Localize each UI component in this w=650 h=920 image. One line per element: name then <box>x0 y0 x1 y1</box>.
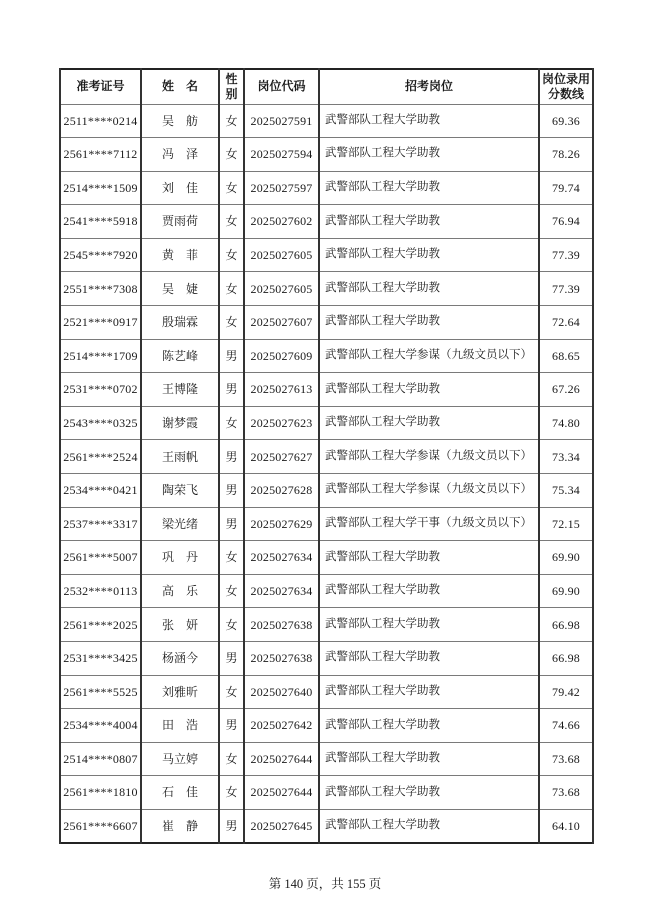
cell-position-code: 2025027602 <box>244 205 319 239</box>
header-admission-no: 准考证号 <box>60 69 141 104</box>
cell-position: 武警部队工程大学助教 <box>319 272 539 306</box>
cell-score: 73.68 <box>539 742 593 776</box>
cell-position-code: 2025027638 <box>244 642 319 676</box>
table-body <box>60 104 593 843</box>
table-row <box>60 541 593 575</box>
cell-admission-no: 2521****0917 <box>60 306 141 340</box>
cell-position-code: 2025027609 <box>244 339 319 373</box>
cell-gender: 女 <box>219 574 244 608</box>
cell-score: 78.26 <box>539 138 593 172</box>
cell-gender: 女 <box>219 776 244 810</box>
cell-position: 武警部队工程大学干事（九级文员以下） <box>319 507 539 541</box>
cell-position: 武警部队工程大学助教 <box>319 171 539 205</box>
table-row <box>60 809 593 843</box>
cell-position: 武警部队工程大学助教 <box>319 306 539 340</box>
cell-score: 72.15 <box>539 507 593 541</box>
cell-position-code: 2025027644 <box>244 742 319 776</box>
cell-score: 75.34 <box>539 474 593 508</box>
cell-position-code: 2025027640 <box>244 675 319 709</box>
table-row <box>60 642 593 676</box>
cell-name: 崔 静 <box>141 809 219 843</box>
cell-position-code: 2025027605 <box>244 272 319 306</box>
score-table <box>59 68 594 844</box>
cell-gender: 男 <box>219 474 244 508</box>
cell-gender: 男 <box>219 440 244 474</box>
cell-gender: 男 <box>219 507 244 541</box>
cell-position: 武警部队工程大学助教 <box>319 574 539 608</box>
cell-name: 石 佳 <box>141 776 219 810</box>
cell-name: 王博隆 <box>141 373 219 407</box>
cell-name: 谢梦霞 <box>141 406 219 440</box>
cell-position: 武警部队工程大学助教 <box>319 675 539 709</box>
cell-admission-no: 2532****0113 <box>60 574 141 608</box>
cell-admission-no: 2551****7308 <box>60 272 141 306</box>
cell-admission-no: 2561****6607 <box>60 809 141 843</box>
cell-score: 72.64 <box>539 306 593 340</box>
table-row <box>60 138 593 172</box>
cell-score: 73.34 <box>539 440 593 474</box>
table-row <box>60 238 593 272</box>
cell-gender: 男 <box>219 373 244 407</box>
cell-name: 梁光绪 <box>141 507 219 541</box>
cell-admission-no: 2543****0325 <box>60 406 141 440</box>
table-row <box>60 205 593 239</box>
cell-position: 武警部队工程大学助教 <box>319 205 539 239</box>
cell-score: 74.66 <box>539 709 593 743</box>
cell-admission-no: 2514****1509 <box>60 171 141 205</box>
cell-position-code: 2025027623 <box>244 406 319 440</box>
cell-name: 吴 舫 <box>141 104 219 138</box>
cell-position-code: 2025027638 <box>244 608 319 642</box>
cell-position: 武警部队工程大学助教 <box>319 709 539 743</box>
cell-score: 69.90 <box>539 574 593 608</box>
cell-position-code: 2025027607 <box>244 306 319 340</box>
header-position-code: 岗位代码 <box>244 69 319 104</box>
cell-position-code: 2025027628 <box>244 474 319 508</box>
cell-name: 贾雨荷 <box>141 205 219 239</box>
cell-admission-no: 2561****1810 <box>60 776 141 810</box>
cell-gender: 女 <box>219 171 244 205</box>
cell-position: 武警部队工程大学助教 <box>319 238 539 272</box>
table-row <box>60 272 593 306</box>
cell-position: 武警部队工程大学助教 <box>319 541 539 575</box>
cell-score: 66.98 <box>539 608 593 642</box>
cell-admission-no: 2561****5525 <box>60 675 141 709</box>
cell-position-code: 2025027605 <box>244 238 319 272</box>
cell-position-code: 2025027629 <box>244 507 319 541</box>
cell-position: 武警部队工程大学助教 <box>319 406 539 440</box>
table-row <box>60 574 593 608</box>
cell-admission-no: 2531****0702 <box>60 373 141 407</box>
cell-score: 79.74 <box>539 171 593 205</box>
cell-name: 陈艺峰 <box>141 339 219 373</box>
cell-score: 79.42 <box>539 675 593 709</box>
cell-gender: 男 <box>219 709 244 743</box>
cell-score: 69.36 <box>539 104 593 138</box>
table-row <box>60 373 593 407</box>
cell-position: 武警部队工程大学助教 <box>319 608 539 642</box>
cell-admission-no: 2514****1709 <box>60 339 141 373</box>
cell-position-code: 2025027642 <box>244 709 319 743</box>
header-gender: 性别 <box>219 69 244 104</box>
cell-gender: 男 <box>219 809 244 843</box>
cell-name: 高 乐 <box>141 574 219 608</box>
table-row <box>60 306 593 340</box>
cell-admission-no: 2511****0214 <box>60 104 141 138</box>
table-row <box>60 171 593 205</box>
table-row <box>60 675 593 709</box>
cell-position-code: 2025027644 <box>244 776 319 810</box>
cell-score: 73.68 <box>539 776 593 810</box>
cell-gender: 男 <box>219 642 244 676</box>
cell-name: 刘雅昕 <box>141 675 219 709</box>
table-row <box>60 507 593 541</box>
cell-name: 黄 菲 <box>141 238 219 272</box>
cell-admission-no: 2561****2524 <box>60 440 141 474</box>
cell-gender: 女 <box>219 742 244 776</box>
header-position: 招考岗位 <box>319 69 539 104</box>
cell-position: 武警部队工程大学助教 <box>319 642 539 676</box>
cell-position: 武警部队工程大学助教 <box>319 776 539 810</box>
cell-position-code: 2025027594 <box>244 138 319 172</box>
cell-admission-no: 2545****7920 <box>60 238 141 272</box>
cell-position: 武警部队工程大学助教 <box>319 138 539 172</box>
header-name: 姓 名 <box>141 69 219 104</box>
cell-gender: 女 <box>219 238 244 272</box>
cell-name: 殷瑞霖 <box>141 306 219 340</box>
cell-position-code: 2025027591 <box>244 104 319 138</box>
cell-position-code: 2025027613 <box>244 373 319 407</box>
cell-name: 王雨帆 <box>141 440 219 474</box>
table-row <box>60 608 593 642</box>
cell-name: 巩 丹 <box>141 541 219 575</box>
cell-position: 武警部队工程大学参谋（九级文员以下） <box>319 474 539 508</box>
table-row <box>60 742 593 776</box>
table-row <box>60 406 593 440</box>
cell-gender: 女 <box>219 675 244 709</box>
cell-name: 田 浩 <box>141 709 219 743</box>
table-row <box>60 776 593 810</box>
cell-admission-no: 2541****5918 <box>60 205 141 239</box>
cell-admission-no: 2514****0807 <box>60 742 141 776</box>
cell-admission-no: 2534****0421 <box>60 474 141 508</box>
page-number: 第 140 页，共 155 页 <box>268 877 382 891</box>
cell-gender: 女 <box>219 608 244 642</box>
cell-score: 76.94 <box>539 205 593 239</box>
cell-gender: 女 <box>219 205 244 239</box>
table-row <box>60 339 593 373</box>
cell-position: 武警部队工程大学助教 <box>319 104 539 138</box>
table-row <box>60 104 593 138</box>
cell-score: 64.10 <box>539 809 593 843</box>
cell-position: 武警部队工程大学助教 <box>319 742 539 776</box>
cell-gender: 女 <box>219 406 244 440</box>
table-row <box>60 709 593 743</box>
cell-position: 武警部队工程大学助教 <box>319 373 539 407</box>
cell-score: 68.65 <box>539 339 593 373</box>
cell-position: 武警部队工程大学参谋（九级文员以下） <box>319 339 539 373</box>
cell-admission-no: 2534****4004 <box>60 709 141 743</box>
cell-score: 66.98 <box>539 642 593 676</box>
cell-admission-no: 2531****3425 <box>60 642 141 676</box>
cell-gender: 女 <box>219 541 244 575</box>
cell-name: 冯 泽 <box>141 138 219 172</box>
cell-gender: 女 <box>219 272 244 306</box>
cell-name: 马立婷 <box>141 742 219 776</box>
cell-admission-no: 2561****7112 <box>60 138 141 172</box>
cell-position-code: 2025027634 <box>244 574 319 608</box>
cell-score: 67.26 <box>539 373 593 407</box>
cell-name: 张 妍 <box>141 608 219 642</box>
table-row <box>60 474 593 508</box>
cell-position: 武警部队工程大学参谋（九级文员以下） <box>319 440 539 474</box>
cell-admission-no: 2561****2025 <box>60 608 141 642</box>
cell-admission-no: 2561****5007 <box>60 541 141 575</box>
cell-gender: 男 <box>219 339 244 373</box>
cell-position-code: 2025027597 <box>244 171 319 205</box>
cell-position: 武警部队工程大学助教 <box>319 809 539 843</box>
header-score-line: 岗位录用分数线 <box>539 69 593 104</box>
cell-score: 74.80 <box>539 406 593 440</box>
cell-score: 77.39 <box>539 238 593 272</box>
cell-name: 吴 婕 <box>141 272 219 306</box>
cell-position-code: 2025027634 <box>244 541 319 575</box>
cell-name: 刘 佳 <box>141 171 219 205</box>
cell-gender: 女 <box>219 306 244 340</box>
cell-gender: 女 <box>219 104 244 138</box>
cell-name: 陶荣飞 <box>141 474 219 508</box>
cell-gender: 女 <box>219 138 244 172</box>
cell-position-code: 2025027627 <box>244 440 319 474</box>
cell-position-code: 2025027645 <box>244 809 319 843</box>
cell-admission-no: 2537****3317 <box>60 507 141 541</box>
cell-score: 77.39 <box>539 272 593 306</box>
cell-name: 杨涵今 <box>141 642 219 676</box>
cell-score: 69.90 <box>539 541 593 575</box>
table-header-row <box>60 69 593 104</box>
table-row <box>60 440 593 474</box>
